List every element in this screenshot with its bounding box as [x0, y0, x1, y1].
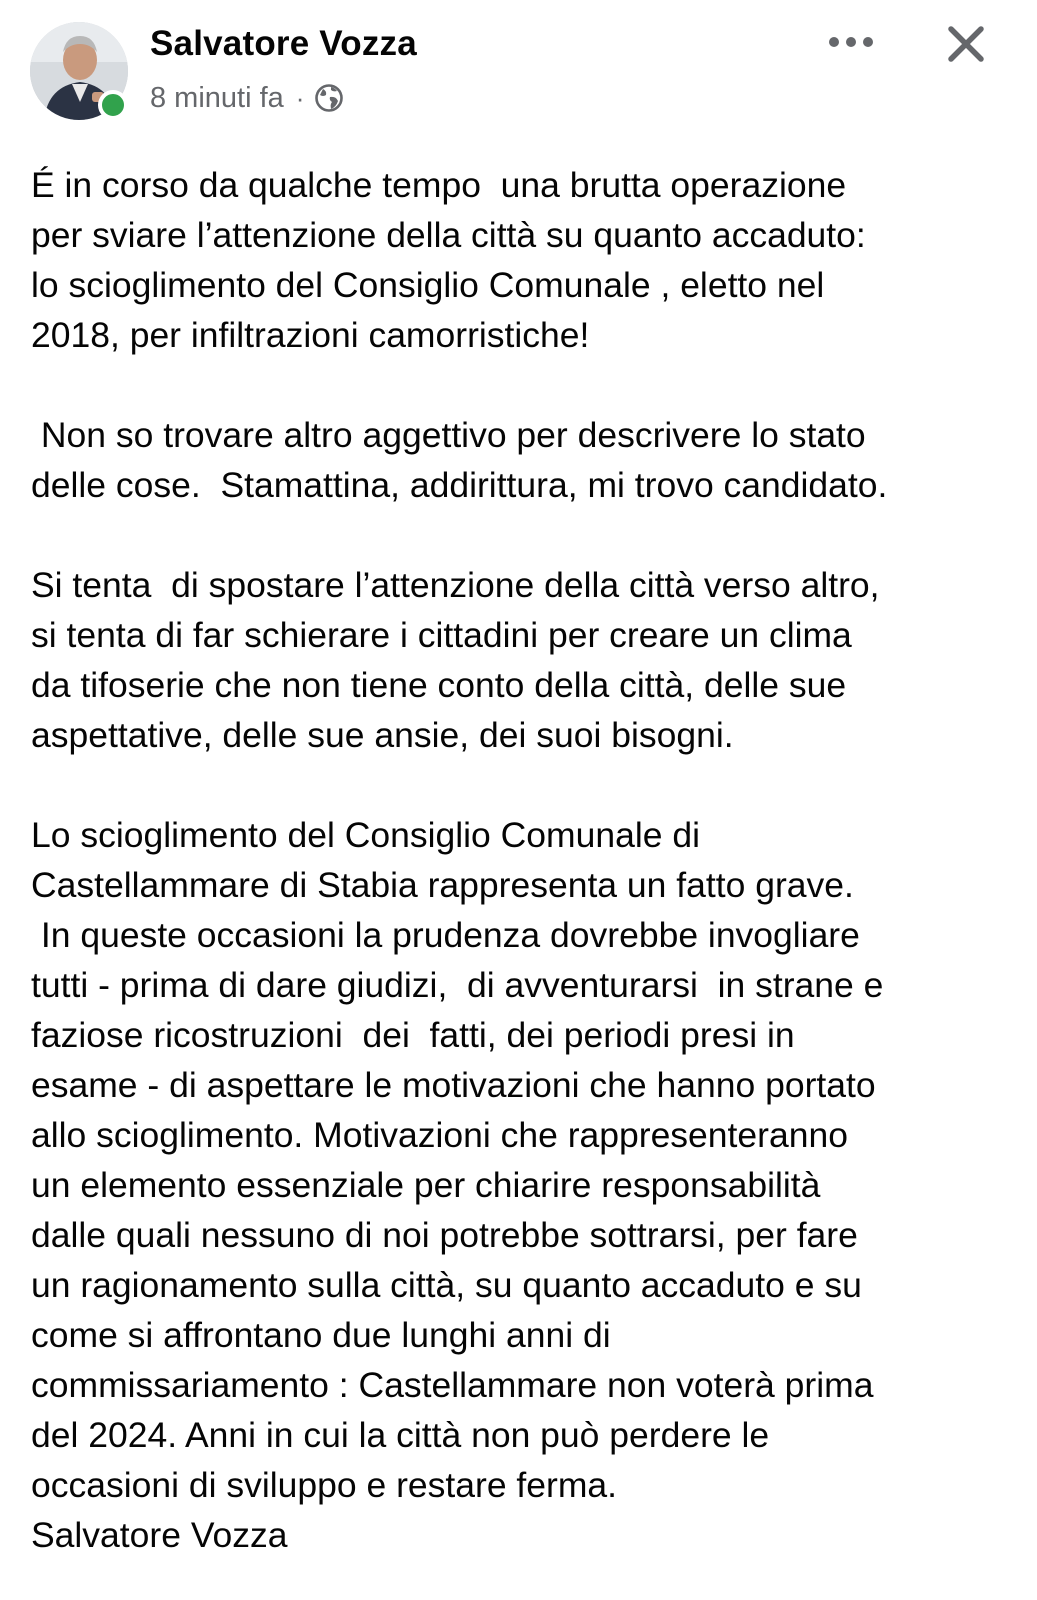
post-line: Si tenta di spostare l’attenzione della città verso altro,: [31, 565, 880, 605]
post-line: dalle quali nessuno di noi potrebbe sottrarsi, per fare: [31, 1215, 858, 1255]
post-line: 2018, per infiltrazioni camorristiche!: [31, 315, 590, 355]
author-name[interactable]: Salvatore Vozza: [150, 24, 417, 63]
post-line: delle cose. Stamattina, addirittura, mi trovo candidato.: [31, 465, 888, 505]
globe-icon[interactable]: [314, 83, 344, 113]
close-button[interactable]: [936, 14, 996, 74]
post-line: si tenta di far schierare i cittadini per creare un clima: [31, 615, 852, 655]
post-text: [31, 160, 1016, 1560]
more-options-icon: [828, 36, 874, 48]
post-line: commissariamento : Castellammare non voterà prima: [31, 1365, 874, 1405]
post-line: faziose ricostruzioni dei fatti, dei periodi presi in: [31, 1015, 795, 1055]
post-line: Castellammare di Stabia rappresenta un fatto grave.: [31, 865, 854, 905]
post-line: come si affrontano due lunghi anni di: [31, 1315, 611, 1355]
post-line: aspettative, delle sue ansie, dei suoi bisogni.: [31, 715, 734, 755]
paragraph-gap: [31, 510, 1016, 560]
more-options-button[interactable]: [822, 20, 880, 64]
post-line: Non so trovare altro aggettivo per descrivere lo stato: [31, 415, 866, 455]
paragraph-gap: [31, 760, 1016, 810]
post-line: lo scioglimento del Consiglio Comunale , eletto nel: [31, 265, 825, 305]
post-line: Lo scioglimento del Consiglio Comunale di: [31, 815, 700, 855]
online-status-indicator: [98, 90, 128, 120]
post-line: In queste occasioni la prudenza dovrebbe invogliare: [31, 915, 860, 955]
post-line: É in corso da qualche tempo una brutta operazione: [31, 165, 847, 205]
post-line: occasioni di sviluppo e restare ferma.: [31, 1465, 618, 1505]
post-meta: [150, 78, 344, 118]
post-line: del 2024. Anni in cui la città non può perdere le: [31, 1415, 770, 1455]
post-line: un ragionamento sulla città, su quanto accaduto e su: [31, 1265, 862, 1305]
post-timestamp[interactable]: 8 minuti fa: [150, 81, 284, 114]
post-line: un elemento essenziale per chiarire responsabilità: [31, 1165, 821, 1205]
post-line: da tifoserie che non tiene conto della città, delle sue: [31, 665, 847, 705]
meta-separator: ·: [295, 82, 305, 113]
post-signature: Salvatore Vozza: [31, 1515, 288, 1555]
post-line: per sviare l’attenzione della città su quanto accaduto:: [31, 215, 866, 255]
paragraph-gap: [31, 360, 1016, 410]
post-line: allo scioglimento. Motivazioni che rappresenteranno: [31, 1115, 848, 1155]
post-line: esame - di aspettare le motivazioni che hanno portato: [31, 1065, 876, 1105]
post-header: [0, 0, 1037, 140]
post-line: tutti - prima di dare giudizi, di avventurarsi in strane e: [31, 965, 884, 1005]
close-icon: [947, 25, 985, 63]
